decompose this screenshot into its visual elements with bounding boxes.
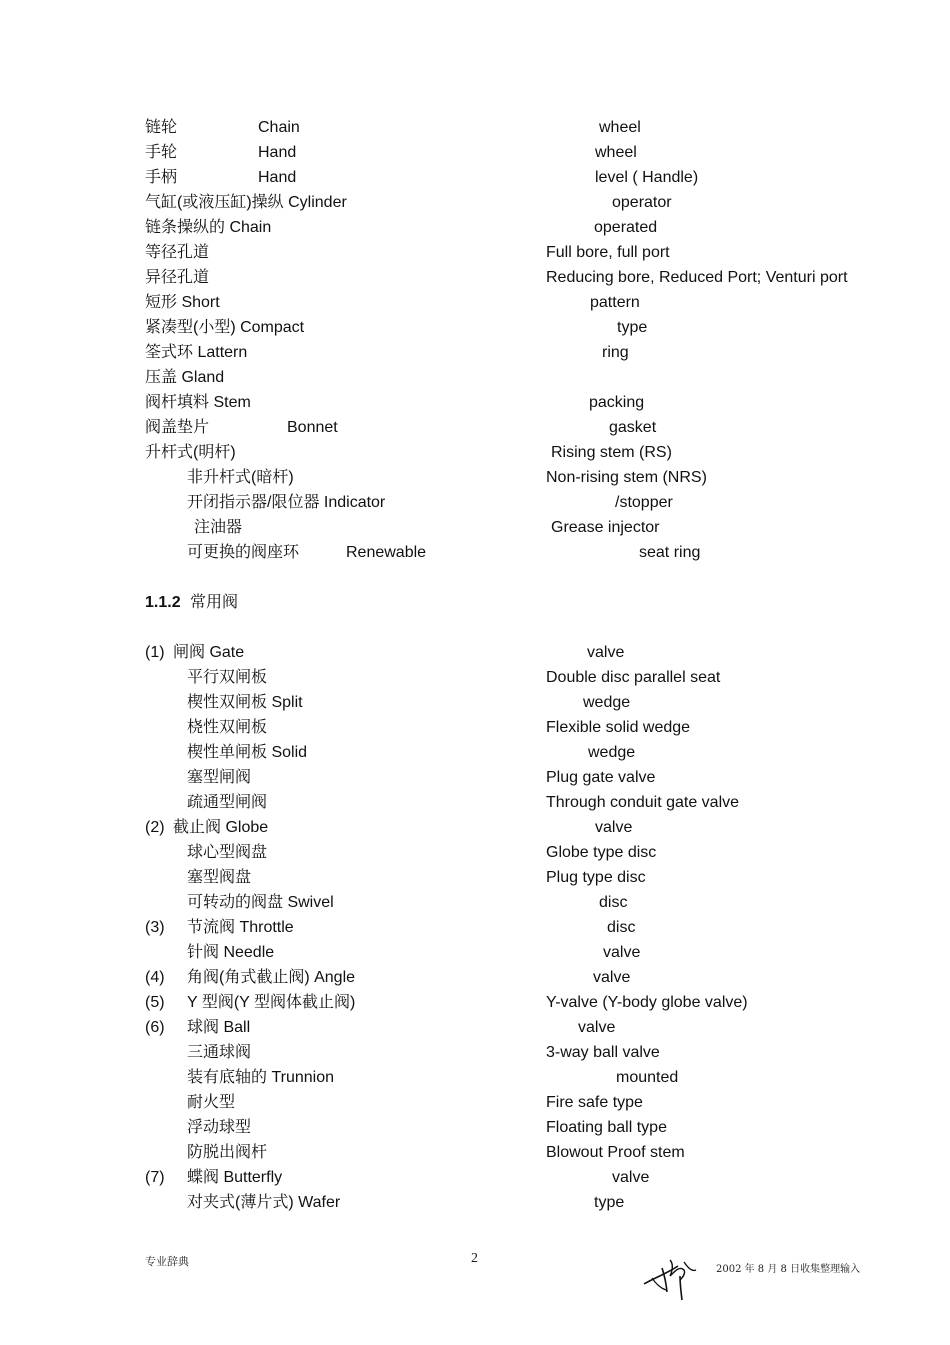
glossary-term: 链轮 — [145, 119, 178, 136]
section-number: 1.1.2 — [145, 594, 181, 611]
glossary-term: 压盖 Gland — [145, 369, 225, 386]
glossary-term: ring — [602, 344, 629, 361]
glossary-row — [0, 718, 950, 743]
glossary-row — [0, 693, 950, 718]
glossary-term: valve — [603, 944, 641, 961]
glossary-term: 注油器 — [194, 519, 243, 536]
glossary-row — [0, 968, 950, 993]
glossary-row — [0, 993, 950, 1018]
glossary-term: 手柄 — [145, 169, 178, 186]
glossary-term: 桡性双闸板 — [187, 719, 268, 736]
glossary-row — [0, 443, 950, 468]
glossary-row — [0, 368, 950, 393]
glossary-term: (3) — [145, 919, 165, 936]
glossary-term: wheel — [599, 119, 641, 136]
glossary-term: Reducing bore, Reduced Port; Venturi port — [546, 269, 848, 286]
glossary-row — [0, 643, 950, 668]
glossary-term: 对夹式(薄片式) Wafer — [187, 1194, 341, 1211]
glossary-term: gasket — [609, 419, 657, 436]
glossary-term: 异径孔道 — [145, 269, 210, 286]
glossary-row — [0, 143, 950, 168]
glossary-row — [0, 818, 950, 843]
glossary-term: 平行双闸板 — [187, 669, 268, 686]
section-heading — [0, 593, 950, 618]
glossary-row — [0, 243, 950, 268]
glossary-term: Grease injector — [551, 519, 660, 536]
glossary-row — [0, 768, 950, 793]
glossary-term: (6) — [145, 1019, 165, 1036]
glossary-row — [0, 743, 950, 768]
glossary-term: 闸阀 Gate — [173, 644, 245, 661]
glossary-row — [0, 218, 950, 243]
glossary-row — [0, 468, 950, 493]
glossary-term: 紧凑型(小型) Compact — [145, 319, 305, 336]
glossary-row — [0, 1118, 950, 1143]
glossary-term: 阀杆填料 Stem — [145, 394, 251, 411]
glossary-row — [0, 268, 950, 293]
page-number: 2 — [471, 1251, 478, 1266]
glossary-term: Renewable — [346, 544, 427, 561]
footer-right-date: 2002 年 8 月 8 日收集整理输入 — [716, 1264, 861, 1275]
glossary-term: type — [594, 1194, 625, 1211]
glossary-term: Hand — [258, 169, 297, 186]
glossary-term: (1) — [145, 644, 165, 661]
glossary-term: seat ring — [639, 544, 701, 561]
glossary-row — [0, 493, 950, 518]
section-title: 常用阀 — [190, 594, 239, 611]
glossary-row — [0, 193, 950, 218]
glossary-term: 链条操纵的 Chain — [145, 219, 272, 236]
glossary-term: 塞型阀盘 — [187, 869, 252, 886]
glossary-term: pattern — [590, 294, 640, 311]
glossary-term: Full bore, full port — [546, 244, 670, 261]
glossary-term: Chain — [258, 119, 300, 136]
glossary-term: 装有底轴的 Trunnion — [187, 1069, 335, 1086]
glossary-row — [0, 1193, 950, 1218]
glossary-row — [0, 1068, 950, 1093]
glossary-term: Fire safe type — [546, 1094, 643, 1111]
glossary-row — [0, 1143, 950, 1168]
glossary-row — [0, 393, 950, 418]
glossary-row — [0, 543, 950, 568]
glossary-term: Floating ball type — [546, 1119, 667, 1136]
glossary-term: type — [617, 319, 648, 336]
glossary-term: Blowout Proof stem — [546, 1144, 685, 1161]
glossary-term: 等径孔道 — [145, 244, 210, 261]
glossary-term: 节流阀 Throttle — [187, 919, 294, 936]
glossary-term: 气缸(或液压缸)操纵 Cylinder — [145, 194, 347, 211]
glossary-term: 可更换的阀座环 — [187, 544, 300, 561]
glossary-row — [0, 1093, 950, 1118]
glossary-term: wedge — [583, 694, 631, 711]
glossary-row — [0, 168, 950, 193]
glossary-row — [0, 518, 950, 543]
glossary-term: Double disc parallel seat — [546, 669, 721, 686]
glossary-term: wheel — [595, 144, 637, 161]
glossary-term: wedge — [588, 744, 636, 761]
glossary-row — [0, 318, 950, 343]
glossary-term: valve — [612, 1169, 650, 1186]
glossary-term: 楔性单闸板 Solid — [187, 744, 308, 761]
glossary-term: (2) — [145, 819, 165, 836]
glossary-term: 三通球阀 — [187, 1044, 252, 1061]
glossary-term: 升杆式(明杆) — [145, 444, 236, 461]
glossary-row — [0, 668, 950, 693]
glossary-term: 耐火型 — [187, 1094, 236, 1111]
glossary-row — [0, 943, 950, 968]
glossary-term: operated — [594, 219, 658, 236]
glossary-term: Non-rising stem (NRS) — [546, 469, 707, 486]
glossary-term: 阀盖垫片 — [145, 419, 210, 436]
glossary-term: Plug gate valve — [546, 769, 656, 786]
glossary-term: valve — [578, 1019, 616, 1036]
glossary-row — [0, 1168, 950, 1193]
glossary-term: Through conduit gate valve — [546, 794, 740, 811]
glossary-term: 截止阀 Globe — [173, 819, 269, 836]
glossary-row — [0, 118, 950, 143]
glossary-term: 球阀 Ball — [187, 1019, 251, 1036]
glossary-term: Hand — [258, 144, 297, 161]
glossary-row — [0, 893, 950, 918]
glossary-row — [0, 293, 950, 318]
glossary-term: valve — [587, 644, 625, 661]
glossary-term: 楔性双闸板 Split — [187, 694, 303, 711]
glossary-term: 针阀 Needle — [187, 944, 275, 961]
glossary-term: 非升杆式(暗杆) — [187, 469, 294, 486]
glossary-term: 短形 Short — [145, 294, 220, 311]
glossary-term: Y 型阀(Y 型阀体截止阀) — [187, 994, 356, 1011]
glossary-term: Flexible solid wedge — [546, 719, 691, 736]
glossary-term: Bonnet — [287, 419, 338, 436]
glossary-term: 筌式环 Lattern — [145, 344, 248, 361]
glossary-term: valve — [595, 819, 633, 836]
glossary-row — [0, 868, 950, 893]
glossary-term: Plug type disc — [546, 869, 646, 886]
glossary-row — [0, 1043, 950, 1068]
glossary-row — [0, 793, 950, 818]
glossary-term: 手轮 — [145, 144, 178, 161]
glossary-term: valve — [593, 969, 631, 986]
glossary-term: 防脱出阀杆 — [187, 1144, 268, 1161]
glossary-term: (5) — [145, 994, 165, 1011]
glossary-term: Y-valve (Y-body globe valve) — [546, 994, 748, 1011]
glossary-term: disc — [607, 919, 636, 936]
glossary-term: 蝶阀 Butterfly — [187, 1169, 283, 1186]
glossary-term: 角阀(角式截止阀) Angle — [187, 969, 356, 986]
glossary-term: Rising stem (RS) — [551, 444, 672, 461]
glossary-term: (4) — [145, 969, 165, 986]
glossary-term: packing — [589, 394, 645, 411]
glossary-row — [0, 343, 950, 368]
glossary-term: 疏通型闸阀 — [187, 794, 268, 811]
glossary-term: 球心型阀盘 — [187, 844, 268, 861]
handwritten-signature — [640, 1248, 700, 1302]
glossary-term: 开闭指示器/限位器 Indicator — [187, 494, 386, 511]
glossary-term: Globe type disc — [546, 844, 657, 861]
glossary-term: 塞型闸阀 — [187, 769, 252, 786]
glossary-term: 可转动的阀盘 Swivel — [187, 894, 334, 911]
glossary-row — [0, 918, 950, 943]
glossary-row — [0, 1018, 950, 1043]
glossary-term: operator — [612, 194, 672, 211]
glossary-term: 浮动球型 — [187, 1119, 252, 1136]
glossary-row — [0, 418, 950, 443]
glossary-term: /stopper — [615, 494, 673, 511]
glossary-term: 3-way ball valve — [546, 1044, 660, 1061]
footer-left-title: 专业辞典 — [145, 1255, 189, 1268]
glossary-term: mounted — [616, 1069, 679, 1086]
glossary-term: level ( Handle) — [595, 169, 699, 186]
glossary-row — [0, 843, 950, 868]
glossary-term: disc — [599, 894, 628, 911]
glossary-term: (7) — [145, 1169, 165, 1186]
